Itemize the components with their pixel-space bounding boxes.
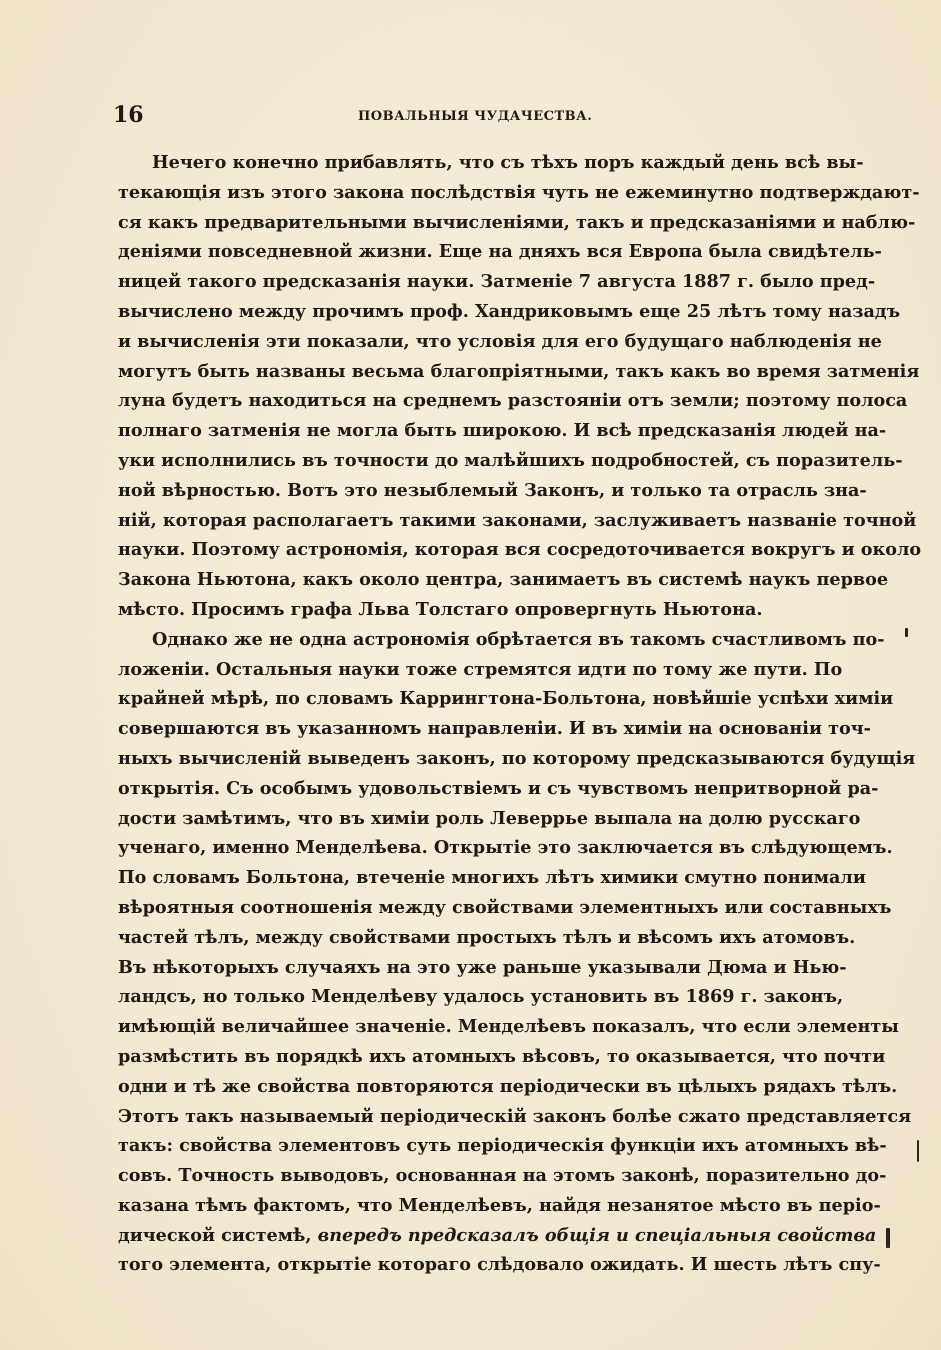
text-line: ныхъ вычисленій выведенъ законъ, по которому предсказываются будущія — [118, 747, 916, 769]
text-line: ученаго, именно Менделѣева. Открытіе это заключается въ слѣдующемъ. — [118, 837, 893, 859]
text-line: уки исполнились въ точности до малѣйшихъ подробностей, съ поразитель- — [118, 449, 903, 471]
text-line: ницей такого предсказанія науки. Затменіе 7 августа 1887 г. было пред- — [118, 271, 876, 293]
text-line: Однако же не одна астрономія обрѣтается въ такомъ счастливомъ по- — [152, 628, 885, 650]
page-header — [113, 102, 813, 132]
running-title: ПОВАЛЬНЫЯ ЧУДАЧЕСТВА. — [358, 109, 593, 124]
line-plain-part: дической системѣ, — [118, 1224, 312, 1246]
text-line: того элемента, открытіе котораго слѣдовало ожидать. И шесть лѣтъ спу- — [118, 1254, 881, 1276]
text-line: ной вѣрностью. Вотъ это незыблемый Законъ, и только та отрасль зна- — [118, 479, 867, 501]
text-line: Закона Ньютона, какъ около центра, занимаетъ въ системѣ наукъ первое — [118, 569, 889, 591]
text-line: текающія изъ этого закона послѣдствія чуть не ежеминутно подтверждают- — [118, 181, 920, 203]
margin-mark — [905, 628, 908, 637]
text-line: имѣющій величайшее значеніе. Менделѣевъ показалъ, что если элементы — [118, 1016, 899, 1038]
text-line: частей тѣлъ, между свойствами простыхъ тѣлъ и вѣсомъ ихъ атомовъ. — [118, 926, 856, 948]
text-line: ся какъ предварительными вычисленіями, такъ и предсказаніями и наблю- — [118, 211, 916, 233]
text-line: полнаго затменія не могла быть широкою. И всѣ предсказанія людей на- — [118, 420, 887, 442]
text-line: совершаются въ указанномъ направленіи. И въ химіи на основаніи точ- — [118, 718, 871, 740]
text-line: и вычисленія эти показали, что условія для его будущаго наблюденія не — [118, 330, 882, 352]
text-line: луна будетъ находиться на среднемъ разстояніи отъ земли; поэтому полоса — [118, 390, 908, 412]
text-line: деніями повседневной жизни. Еще на дняхъ вся Европа была свидѣтель- — [118, 241, 882, 263]
text-line: Этотъ такъ называемый періодическій законъ болѣе сжато представляется — [118, 1105, 912, 1127]
text-line: вычислено между прочимъ проф. Хандриковымъ еще 25 лѣтъ тому назадъ — [118, 300, 901, 322]
text-line: Нечего конечно прибавлять, что съ тѣхъ поръ каждый день всѣ вы- — [152, 152, 864, 173]
page-number: 16 — [113, 102, 144, 128]
text-line: ній, которая располагаетъ такими законами, заслуживаетъ названіе точной — [118, 509, 917, 531]
text-line: открытія. Съ особымъ удовольствіемъ и съ чувствомъ непритворной ра- — [118, 777, 879, 799]
text-line: вѣроятныя соотношенія между свойствами элементныхъ или составныхъ — [118, 896, 892, 918]
text-line: дости замѣтимъ, что въ химіи роль Леверрье выпала на долю русскаго — [118, 807, 861, 829]
text-line: такъ: свойства элементовъ суть періодическія функціи ихъ атомныхъ вѣ- — [118, 1135, 887, 1157]
text-line-italic — [118, 1221, 877, 1251]
margin-mark — [917, 1140, 919, 1162]
text-line: Въ нѣкоторыхъ случаяхъ на это уже раньше указывали Дюма и Нью- — [118, 956, 847, 978]
text-line: крайней мѣрѣ, по словамъ Каррингтона-Больтона, новѣйшіе успѣхи химіи — [118, 688, 894, 710]
text-line: ложеніи. Остальныя науки тоже стремятся идти по тому же пути. По — [118, 658, 843, 680]
text-line: размѣстить въ порядкѣ ихъ атомныхъ вѣсовъ, то оказывается, что почти — [118, 1045, 886, 1067]
text-line: совъ. Точность выводовъ, основанная на этомъ законѣ, поразительно до- — [118, 1165, 887, 1187]
text-line: казана тѣмъ фактомъ, что Менделѣевъ, найдя незанятое мѣсто въ періо- — [118, 1194, 881, 1216]
text-line: ландсъ, но только Менделѣеву удалось установить въ 1869 г. законъ, — [118, 986, 844, 1008]
text-line: могутъ быть названы весьма благопріятными, такъ какъ во время затменія — [118, 360, 920, 382]
body-text — [118, 148, 922, 1280]
text-line: науки. Поэтому астрономія, которая вся сосредоточивается вокругъ и около — [118, 539, 922, 561]
text-line: одни и тѣ же свойства повторяются періодически въ цѣлыхъ рядахъ тѣлъ. — [118, 1075, 898, 1097]
text-line: По словамъ Больтона, втеченіе многихъ лѣтъ химики смутно понимали — [118, 867, 866, 889]
text-line: мѣсто. Просимъ графа Льва Толстаго опровергнуть Ньютона. — [118, 598, 763, 620]
italic-emphasis: впередъ предсказалъ общія и спеціальныя свойства — [317, 1224, 877, 1246]
margin-mark — [886, 1228, 890, 1248]
